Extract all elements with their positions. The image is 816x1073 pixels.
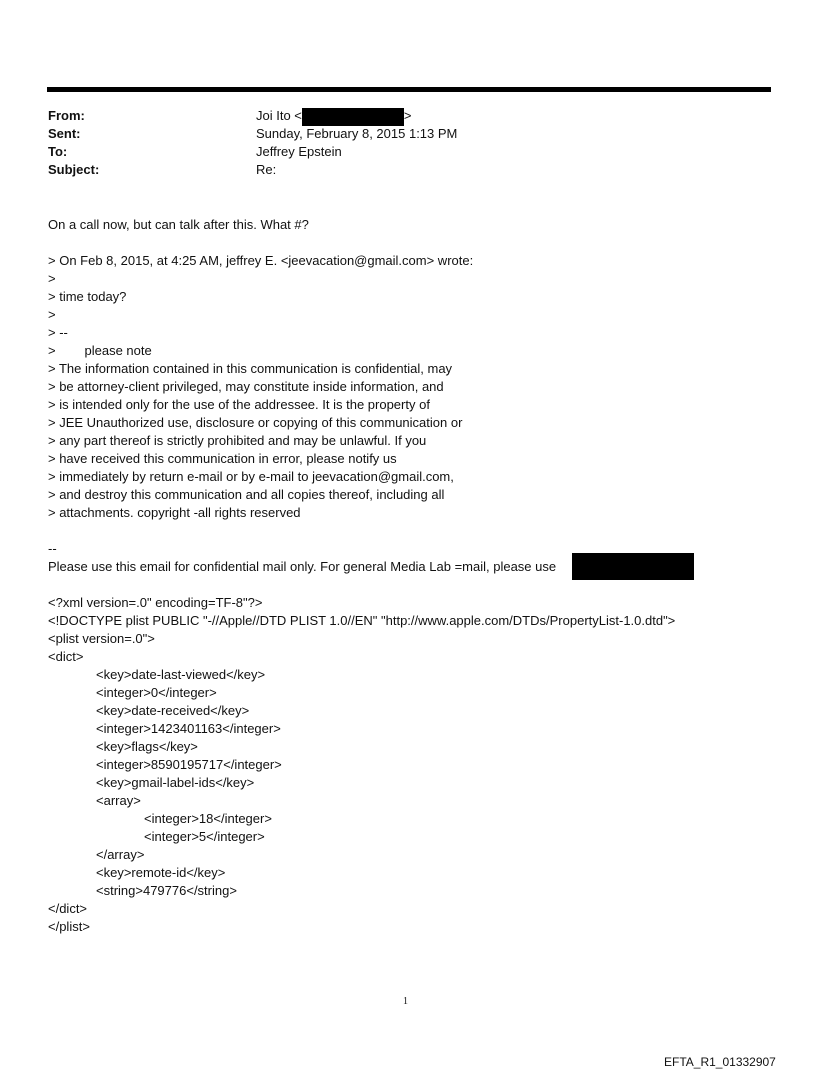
quoted-line: > The information contained in this communication is confidential, may [48, 361, 453, 376]
from-suffix: > [403, 108, 412, 123]
plist-line: <string>479776</string> [96, 883, 237, 898]
plist-line: <key>flags</key> [96, 739, 198, 754]
quoted-line: > [48, 307, 56, 322]
bates-number: EFTA_R1_01332907 [664, 1055, 776, 1069]
plist-line: <key>date-received</key> [96, 703, 250, 718]
plist-line: <key>gmail-label-ids</key> [96, 775, 255, 790]
subject-value: Re: [256, 162, 277, 177]
from-name: Joi Ito < [256, 108, 302, 123]
plist-line: <key>remote-id</key> [96, 865, 226, 880]
plist-line: <integer>1423401163</integer> [96, 721, 281, 736]
quoted-line: > time today? [48, 289, 127, 304]
quoted-line: > and destroy this communication and all copies thereof, including all [48, 487, 445, 502]
reply-text: On a call now, but can talk after this. What #? [48, 217, 309, 232]
to-label: To: [48, 144, 68, 159]
quoted-line: > please note [48, 343, 152, 358]
redaction-box [572, 553, 694, 580]
quoted-line: > have received this communication in error, please notify us [48, 451, 397, 466]
plist-line: </plist> [48, 919, 90, 934]
quoted-line: > On Feb 8, 2015, at 4:25 AM, jeffrey E. <jeevacation@gmail.com> wrote: [48, 253, 474, 268]
quoted-line: > immediately by return e-mail or by e-mail to jeevacation@gmail.com, [48, 469, 454, 484]
from-value [256, 107, 411, 126]
plist-line: <integer>5</integer> [144, 829, 265, 844]
redaction-box [302, 108, 404, 126]
plist-line: </dict> [48, 901, 88, 916]
quoted-line: > any part thereof is strictly prohibited and may be unlawful. If you [48, 433, 427, 448]
from-label: From: [48, 108, 85, 123]
plist-line: <array> [96, 793, 141, 808]
plist-line: <?xml version=.0" encoding=TF-8"?> [48, 595, 263, 610]
sent-value: Sunday, February 8, 2015 1:13 PM [256, 126, 458, 141]
page-number: 1 [403, 996, 408, 1007]
subject-label: Subject: [48, 162, 100, 177]
sent-label: Sent: [48, 126, 81, 141]
header-rule [47, 87, 771, 92]
quoted-line: > attachments. copyright -all rights reserved [48, 505, 301, 520]
plist-line: <dict> [48, 649, 84, 664]
signature-separator: -- [48, 541, 57, 556]
quoted-line: > -- [48, 325, 68, 340]
plist-line: </array> [96, 847, 145, 862]
plist-line: <key>date-last-viewed</key> [96, 667, 266, 682]
to-value: Jeffrey Epstein [256, 144, 342, 159]
quoted-line: > is intended only for the use of the addressee. It is the property of [48, 397, 430, 412]
plist-line: <integer>18</integer> [144, 811, 272, 826]
quoted-line: > [48, 271, 56, 286]
signature-text: Please use this email for confidential mail only. For general Media Lab =mail, please use [48, 559, 557, 574]
plist-line: <integer>0</integer> [96, 685, 217, 700]
plist-line: <plist version=.0"> [48, 631, 155, 646]
quoted-line: > be attorney-client privileged, may constitute inside information, and [48, 379, 444, 394]
plist-line: <!DOCTYPE plist PUBLIC "-//Apple//DTD PLIST 1.0//EN" "http://www.apple.com/DTDs/PropertyList-1.0.dtd"> [48, 613, 676, 628]
quoted-line: > JEE Unauthorized use, disclosure or copying of this communication or [48, 415, 463, 430]
plist-line: <integer>8590195717</integer> [96, 757, 282, 772]
